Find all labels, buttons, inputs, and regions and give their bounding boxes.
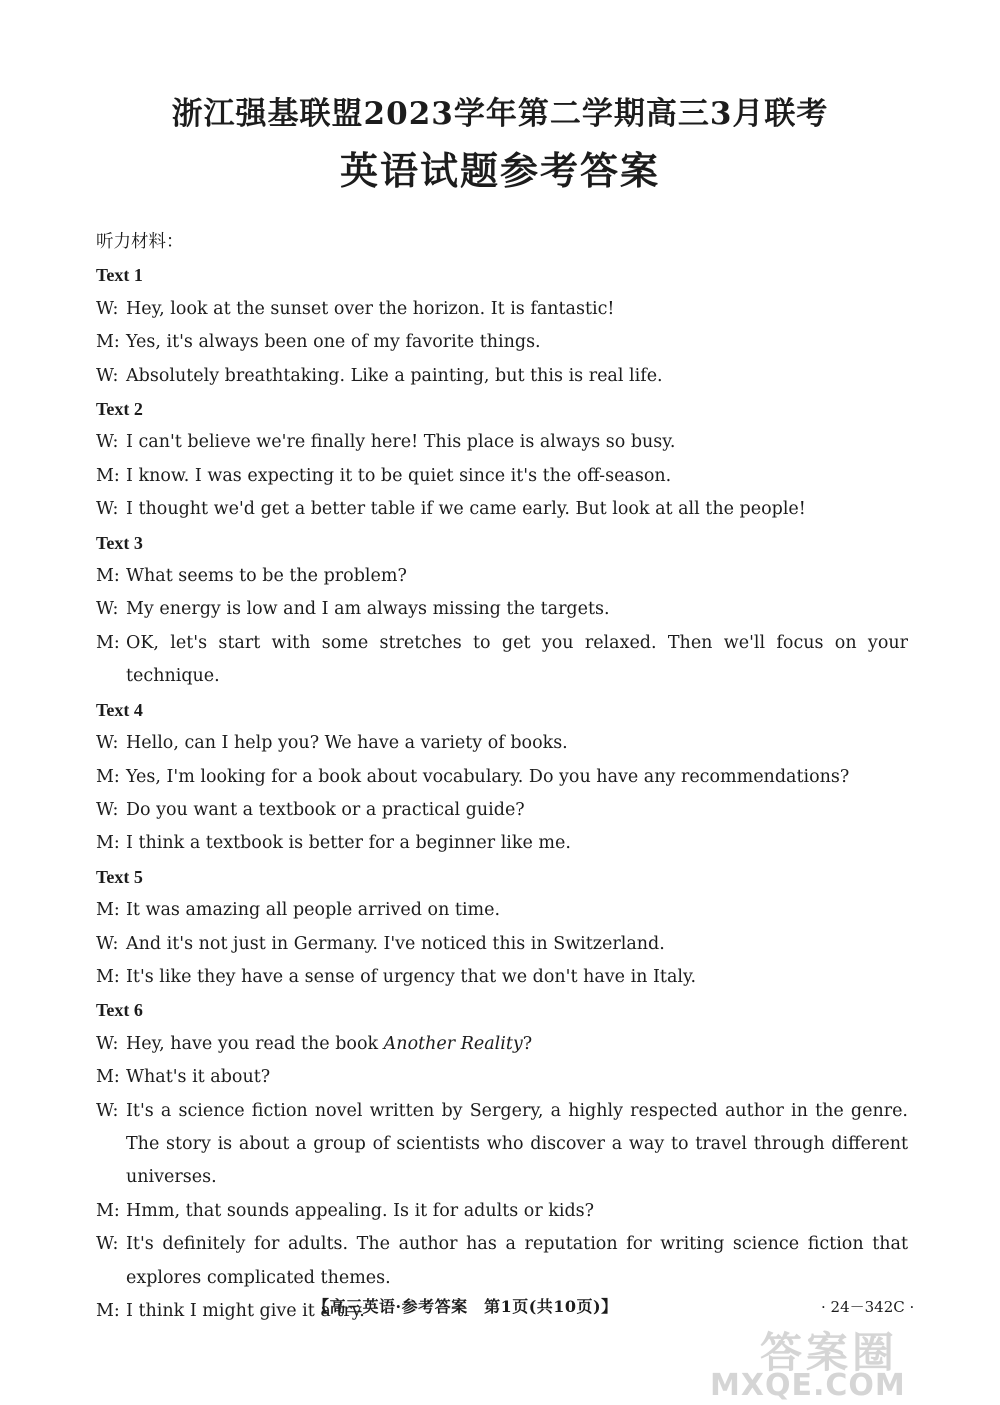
page-subtitle: 英语试题参考答案 [339, 148, 660, 193]
dialogue-line [96, 627, 908, 694]
dialogue-line [96, 293, 908, 326]
dialogue-text-end: ? [522, 1033, 533, 1054]
dialogue-line [96, 460, 908, 493]
dialogue-line [96, 593, 908, 626]
dialogue-text: Hey, look at the sunset over the horizon. It is fantastic! [126, 298, 615, 319]
dialogue-text: It's definitely for adults. The author has a reputation for writing science fiction that explores complicated themes. [126, 1234, 908, 1288]
dialogue-line [96, 794, 908, 827]
speaker-label: W: [96, 799, 119, 820]
dialogue-line [96, 761, 908, 794]
watermark-text-cn: 答案圈 [760, 1328, 899, 1377]
dialogue-text: It's like they have a sense of urgency that we don't have in Italy. [126, 966, 697, 987]
speaker-label: M: [96, 1067, 120, 1088]
dialogue-text: Yes, it's always been one of my favorite things. [126, 332, 541, 353]
dialogue-text: Hello, can I help you? We have a variety of books. [126, 733, 568, 754]
dialogue-line [96, 1195, 908, 1228]
dialogue-text: My energy is low and I am always missing the targets. [126, 599, 610, 620]
dialogue-line [96, 894, 908, 927]
speaker-label: W: [96, 432, 119, 453]
speaker-label: W: [96, 365, 119, 386]
dialogue-line [96, 1061, 908, 1094]
speaker-label: W: [96, 499, 119, 520]
dialogue-text: I can't believe we're finally here! This place is always so busy. [126, 432, 676, 453]
dialogue-text: What's it about? [126, 1067, 271, 1088]
dialogue-text: It's a science fiction novel written by Sergery, a highly respected author in the genre. The story is about a group of scientists who discover a way to travel through different universes. [126, 1100, 908, 1188]
paper-code: · 24－342C · [821, 1298, 915, 1316]
speaker-label: W: [96, 1100, 119, 1121]
text-heading: Text 1 [96, 265, 143, 286]
dialogue-line [96, 1028, 908, 1061]
speaker-label: M: [96, 332, 120, 353]
dialogue-line [96, 1228, 908, 1295]
listening-material [96, 226, 908, 1328]
dialogue-text: Absolutely breathtaking. Like a painting, but this is real life. [126, 365, 663, 386]
text-heading: Text 6 [96, 1000, 143, 1021]
speaker-label: M: [96, 1301, 120, 1321]
text-heading: Text 3 [96, 532, 143, 553]
text-heading: Text 5 [96, 866, 143, 887]
dialogue-text: Do you want a textbook or a practical guide? [126, 799, 525, 820]
speaker-label: M: [96, 966, 120, 987]
dialogue-text: Hey, have you read the book [126, 1033, 384, 1054]
speaker-label: W: [96, 1234, 119, 1255]
dialogue-text: Hmm, that sounds appealing. Is it for adults or kids? [126, 1200, 595, 1221]
dialogue-line [96, 426, 908, 459]
speaker-label: M: [96, 465, 120, 486]
dialogue-text: And it's not just in Germany. I've noticed this in Switzerland. [126, 933, 665, 954]
speaker-label: M: [96, 766, 120, 787]
dialogue-text: Yes, I'm looking for a book about vocabulary. Do you have any recommendations? [126, 766, 850, 787]
speaker-label: W: [96, 733, 119, 754]
speaker-label: W: [96, 933, 119, 954]
page-footer: 【高三英语·参考答案 第1页(共10页)】 [313, 1297, 618, 1316]
dialogue-text: What seems to be the problem? [126, 566, 407, 587]
speaker-label: M: [96, 900, 120, 921]
speaker-label: M: [96, 1200, 120, 1221]
dialogue-line [96, 326, 908, 359]
dialogue-line [96, 493, 908, 526]
dialogue-line [96, 560, 908, 593]
speaker-label: M: [96, 566, 120, 587]
dialogue-line [96, 827, 908, 860]
speaker-label: W: [96, 298, 119, 319]
page-title: 浙江强基联盟2023学年第二学期高三3月联考 [171, 96, 829, 132]
dialogue-text: I think a textbook is better for a beginner like me. [126, 833, 571, 854]
book-title: Another Reality [383, 1033, 523, 1054]
speaker-label: M: [96, 632, 120, 653]
speaker-label: W: [96, 1033, 119, 1054]
dialogue-text: I thought we'd get a better table if we came early. But look at all the people! [126, 499, 806, 520]
speaker-label: W: [96, 599, 119, 620]
dialogue-text: I think I might give it a try. [126, 1301, 365, 1321]
dialogue-text: I know. I was expecting it to be quiet since it's the off-season. [126, 465, 672, 486]
dialogue-line [96, 360, 908, 393]
dialogue-line [96, 727, 908, 760]
speaker-label: M: [96, 833, 120, 854]
dialogue-line [96, 961, 908, 994]
dialogue-text: It was amazing all people arrived on time. [126, 900, 501, 921]
text-heading: Text 4 [96, 699, 143, 720]
section-label: 听力材料： [96, 232, 184, 252]
dialogue-line [96, 1095, 908, 1195]
text-heading: Text 2 [96, 399, 143, 420]
watermark-text-en: MXQE.COM [710, 1368, 906, 1403]
watermark-logo [700, 1320, 990, 1403]
dialogue-line [96, 928, 908, 961]
dialogue-text: OK, let's start with some stretches to get you relaxed. Then we'll focus on your technique. [126, 632, 908, 687]
